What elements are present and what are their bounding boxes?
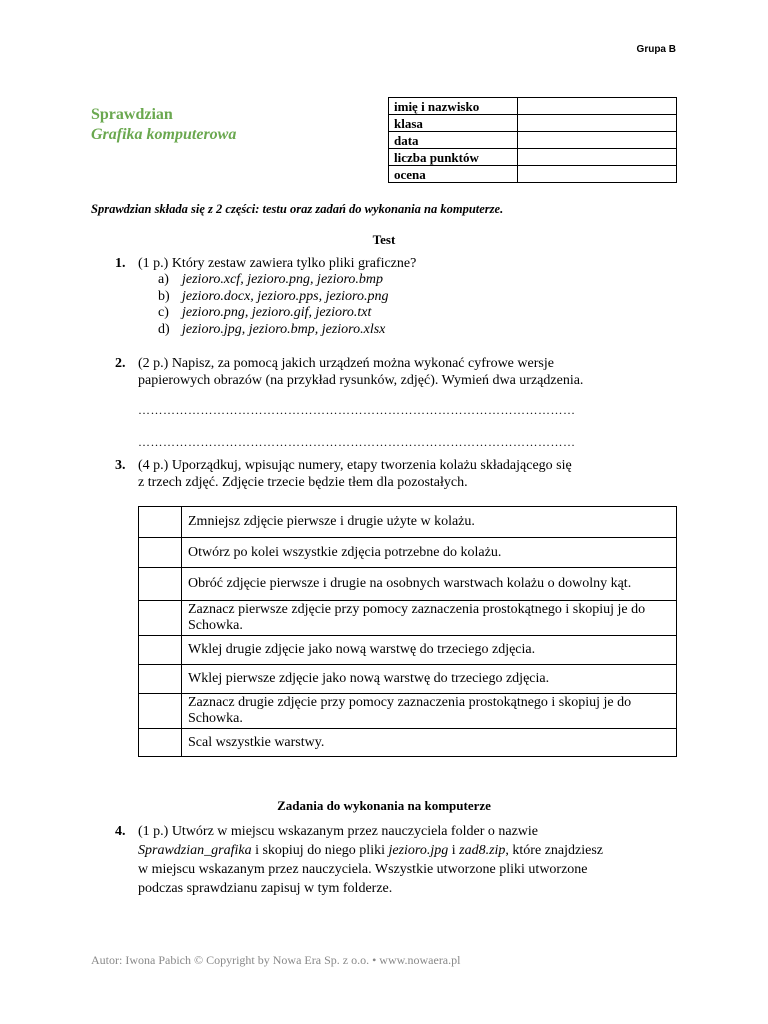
option-text: jezioro.png, jezioro.gif, jezioro.txt <box>182 305 372 320</box>
step-text: Wklej drugie zdjęcie jako nową warstwę do trzeciego zdjęcia. <box>182 636 677 665</box>
steps-table <box>138 506 677 757</box>
step-text: Otwórz po kolei wszystkie zdjęcia potrzebne do kolażu. <box>182 538 677 568</box>
option-letter: d) <box>158 321 170 337</box>
step-row <box>139 568 677 601</box>
step-row <box>139 665 677 694</box>
info-row <box>389 166 677 183</box>
info-row <box>389 98 677 115</box>
step-row <box>139 538 677 568</box>
info-label: klasa <box>389 115 518 132</box>
text-fragment: i <box>448 843 460 858</box>
tasks-heading: Zadania do wykonania na komputerze <box>277 798 491 813</box>
question-number: 1. <box>115 256 126 271</box>
order-input[interactable] <box>139 694 182 729</box>
step-text: Obróć zdjęcie pierwsze i drugie na osobnych warstwach kolażu o dowolny kąt. <box>182 568 677 601</box>
info-value-field[interactable] <box>518 166 677 183</box>
text-fragment: i skopiuj do niego pliki <box>251 843 389 858</box>
info-row <box>389 115 677 132</box>
step-text: Zaznacz pierwsze zdjęcie przy pomocy zaznaczenia prostokątnego i skopiuj je do Schowka. <box>182 601 677 636</box>
info-value-field[interactable] <box>518 115 677 132</box>
question-text-line2: papierowych obrazów (na przykład rysunków, zdjęć). Wymień dwa urządzenia. <box>138 373 584 388</box>
step-row <box>139 601 677 636</box>
info-label: data <box>389 132 518 149</box>
info-label: imię i nazwisko <box>389 98 518 115</box>
info-row <box>389 149 677 166</box>
answer-line-1[interactable]: …………………………………………………………………………………………… <box>138 403 576 417</box>
question-number: 2. <box>115 356 126 371</box>
option-letter: c) <box>158 305 169 320</box>
option-letter: a) <box>158 272 169 287</box>
question-text: (1 p.) Który zestaw zawiera tylko pliki graficzne? <box>138 256 417 271</box>
footer-copyright: Autor: Iwona Pabich © Copyright by Nowa Era Sp. z o.o. • www.nowaera.pl <box>91 953 461 967</box>
option-c[interactable] <box>158 305 389 322</box>
folder-name: Sprawdzian_grafika <box>138 843 252 858</box>
question-number: 4. <box>115 824 126 839</box>
step-row <box>139 507 677 538</box>
step-text: Scal wszystkie warstwy. <box>182 729 677 757</box>
info-value-field[interactable] <box>518 98 677 115</box>
question-3 <box>115 457 572 491</box>
option-text: jezioro.docx, jezioro.pps, jezioro.png <box>182 288 389 304</box>
order-input[interactable] <box>139 507 182 538</box>
intro-text: Sprawdzian składa się z 2 części: testu oraz zadań do wykonania na komputerze. <box>91 202 504 216</box>
option-b[interactable] <box>158 289 389 306</box>
info-label: liczba punktów <box>389 149 518 166</box>
test-heading: Test <box>372 232 396 247</box>
order-input[interactable] <box>139 729 182 757</box>
text-fragment: , które znajdziesz <box>505 843 603 858</box>
question-4 <box>115 822 603 898</box>
answer-line-2[interactable]: …………………………………………………………………………………………… <box>138 435 576 449</box>
step-row <box>139 729 677 757</box>
option-a[interactable] <box>158 272 389 289</box>
question-1 <box>115 255 416 272</box>
question-text-line1: (2 p.) Napisz, za pomocą jakich urządzeń można wykonać cyfrowe wersje <box>138 356 554 371</box>
question-text-line1: (4 p.) Uporządkuj, wpisując numery, etapy tworzenia kolażu składającego się <box>138 458 572 473</box>
step-row <box>139 636 677 665</box>
file-name: jezioro.jpg <box>388 843 449 858</box>
question-number: 3. <box>115 458 126 473</box>
file-name: zad8.zip <box>459 843 506 858</box>
student-info-table <box>388 97 677 183</box>
info-label: ocena <box>389 166 518 183</box>
order-input[interactable] <box>139 538 182 568</box>
step-text: Zaznacz drugie zdjęcie przy pomocy zaznaczenia prostokątnego i skopiuj je do Schowka. <box>182 694 677 729</box>
step-row <box>139 694 677 729</box>
step-text: Wklej pierwsze zdjęcie jako nową warstwę do trzeciego zdjęcia. <box>182 665 677 694</box>
order-input[interactable] <box>139 601 182 636</box>
option-letter: b) <box>158 288 170 304</box>
option-text: jezioro.xcf, jezioro.png, jezioro.bmp <box>182 272 384 287</box>
question-1-options <box>158 272 389 338</box>
order-input[interactable] <box>139 568 182 601</box>
option-text: jezioro.jpg, jezioro.bmp, jezioro.xlsx <box>182 321 386 337</box>
info-value-field[interactable] <box>518 132 677 149</box>
question-text-line2: z trzech zdjęć. Zdjęcie trzecie będzie tłem dla pozostałych. <box>138 475 468 490</box>
order-input[interactable] <box>139 636 182 665</box>
question-2 <box>115 355 583 389</box>
order-input[interactable] <box>139 665 182 694</box>
test-subtitle: Grafika komputerowa <box>91 126 237 143</box>
info-value-field[interactable] <box>518 149 677 166</box>
option-d[interactable] <box>158 322 389 339</box>
step-text: Zmniejsz zdjęcie pierwsze i drugie użyte w kolażu. <box>182 507 677 538</box>
question-text-line2 <box>138 841 603 860</box>
info-row <box>389 132 677 149</box>
question-text-line4: podczas sprawdzianu zapisuj w tym folderze. <box>138 881 393 896</box>
question-text-line1: (1 p.) Utwórz w miejscu wskazanym przez nauczyciela folder o nazwie <box>138 824 538 839</box>
question-text-line3: w miejscu wskazanym przez nauczyciela. Wszystkie utworzone pliki utworzone <box>138 862 588 877</box>
group-label: Grupa B <box>636 44 676 55</box>
test-title: Sprawdzian <box>91 106 173 123</box>
